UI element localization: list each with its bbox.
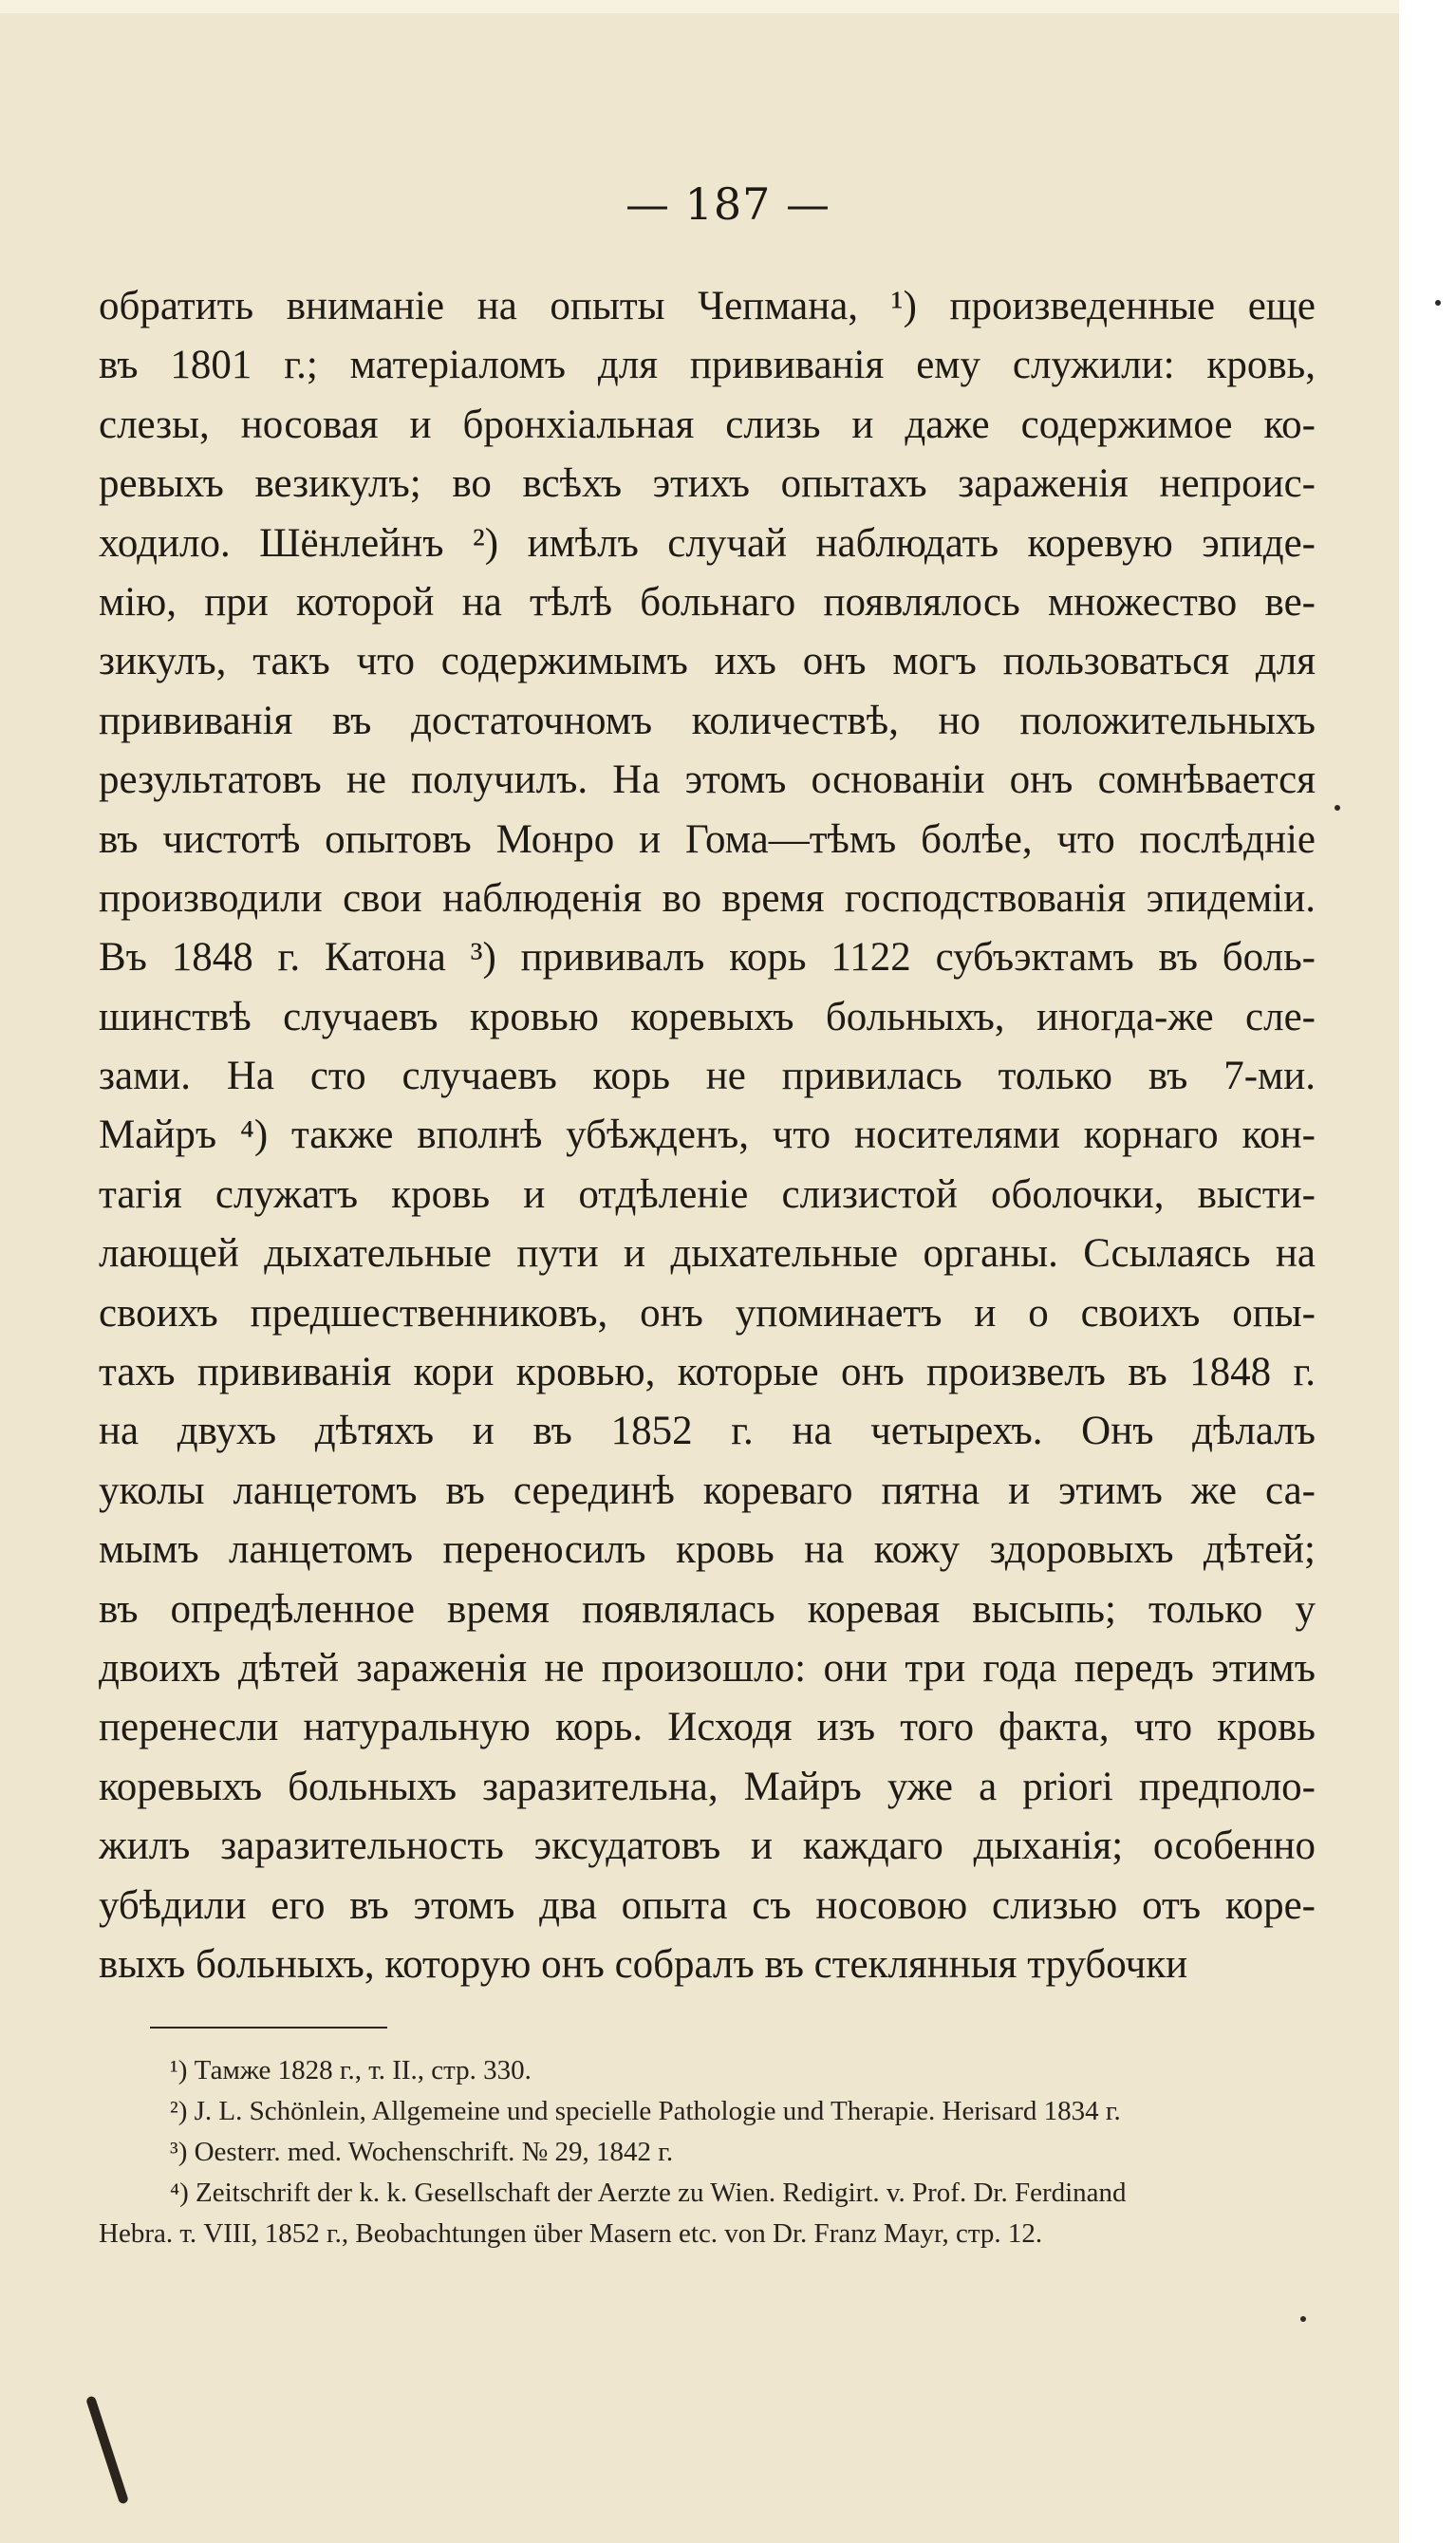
text-line: своихъ предшественниковъ, онъ упоминаетъ и о своихъ опы- (99, 1290, 1316, 1336)
text-line: тахъ прививанія кори кровью, которые онъ произвелъ въ 1848 г. (99, 1350, 1316, 1395)
footnote-continuation: Hebra. т. VIII, 1852 г., Beobachtungen über Masern etc. von Dr. Franz Mayr, стр. 12. (99, 2218, 1043, 2249)
text-line: въ чистотѣ опытовъ Монро и Гома—тѣмъ болѣе, что послѣдніе (99, 816, 1316, 862)
text-line: жилъ заразительность эксудатовъ и каждаго дыханія; особенно (99, 1823, 1316, 1869)
text-line: тагія служатъ кровь и отдѣленіе слизистой оболочки, высти- (99, 1171, 1316, 1217)
text-line: Майръ ⁴) также вполнѣ убѣжденъ, что носителями корнаго кон- (99, 1113, 1316, 1158)
ink-speck (1300, 2316, 1306, 2322)
footnotes (99, 2050, 1323, 2254)
text-line: мію, при которой на тѣлѣ больнаго появлялось множество ве- (99, 579, 1316, 625)
text-line: двоихъ дѣтей зараженія не произошло: они три года передъ этимъ (99, 1645, 1316, 1691)
text-line: зикулъ, такъ что содержимымъ ихъ онъ могъ пользоваться для (99, 639, 1316, 684)
text-line: результатовъ не получилъ. На этомъ основаніи онъ сомнѣвается (99, 757, 1316, 803)
footnote: ²) J. L. Schönlein, Allgemeine und specielle Pathologie und Therapie. Herisard 1834 г. (170, 2096, 1121, 2126)
text-line: въ опредѣленное время появлялась коревая высыпь; только у (99, 1586, 1316, 1632)
text-line: производили свои наблюденія во время господствованія эпидеміи. (99, 875, 1316, 921)
body-text (99, 277, 1316, 1994)
text-line: выхъ больныхъ, которую онъ собралъ въ стеклянныя трубочки (99, 1941, 1188, 1987)
text-line: обратить вниманіе на опыты Чепмана, ¹) произведенные еще (99, 284, 1316, 328)
footnote-rule (150, 2027, 387, 2029)
text-line: ревыхъ везикулъ; во всѣхъ этихъ опытахъ зараженія непроис- (99, 461, 1316, 507)
text-line: коревыхъ больныхъ заразительна, Майръ уже a priori предполо- (99, 1764, 1316, 1809)
footnote: ¹) Тамже 1828 г., т. II., стр. 330. (170, 2055, 532, 2085)
text-line: на двухъ дѣтяхъ и въ 1852 г. на четырехъ. Онъ дѣлалъ (99, 1409, 1316, 1454)
text-line: мымъ ланцетомъ переносилъ кровь на кожу здоровыхъ дѣтей; (99, 1527, 1316, 1573)
text-line: Въ 1848 г. Катона ³) прививалъ корь 1122 субъэктамъ въ боль- (99, 935, 1316, 981)
footnote: ⁴) Zeitschrift der k. k. Gesellschaft der Aerzte zu Wien. Redigirt. v. Prof. Dr. Ferdinand (170, 2178, 1127, 2208)
ink-speck (1335, 805, 1340, 811)
page-top-edge (0, 0, 1456, 13)
text-line: шинствѣ случаевъ кровью коревыхъ больныхъ, иногда-же сле- (99, 994, 1316, 1039)
page-number: — 187 — (625, 178, 831, 230)
ink-stain (85, 2395, 129, 2504)
scan-margin (1399, 0, 1456, 2543)
ink-speck (1435, 300, 1441, 306)
text-line: перенесли натуральную корь. Исходя изъ того факта, что кровь (99, 1705, 1316, 1750)
text-line: слезы, носовая и бронхіальная слизь и даже содержимое ко- (99, 402, 1316, 447)
text-line: убѣдили его въ этомъ два опыта съ носовою слизью отъ коре- (99, 1882, 1316, 1928)
footnote: ³) Oesterr. med. Wochenschrift. № 29, 1842 г. (170, 2137, 674, 2167)
text-line: зами. На сто случаевъ корь не привилась только въ 7-ми. (99, 1054, 1316, 1099)
text-line: ходило. Шёнлейнъ ²) имѣлъ случай наблюдать коревую эпиде- (99, 520, 1316, 566)
text-line: прививанія въ достаточномъ количествѣ, но положительныхъ (99, 698, 1316, 743)
text-line: въ 1801 г.; матеріаломъ для прививанія ему служили: кровь, (99, 343, 1316, 388)
text-line: уколы ланцетомъ въ серединѣ кореваго пятна и этимъ же са- (99, 1468, 1316, 1513)
text-line: лающей дыхательные пути и дыхательные органы. Ссылаясь на (99, 1231, 1316, 1277)
